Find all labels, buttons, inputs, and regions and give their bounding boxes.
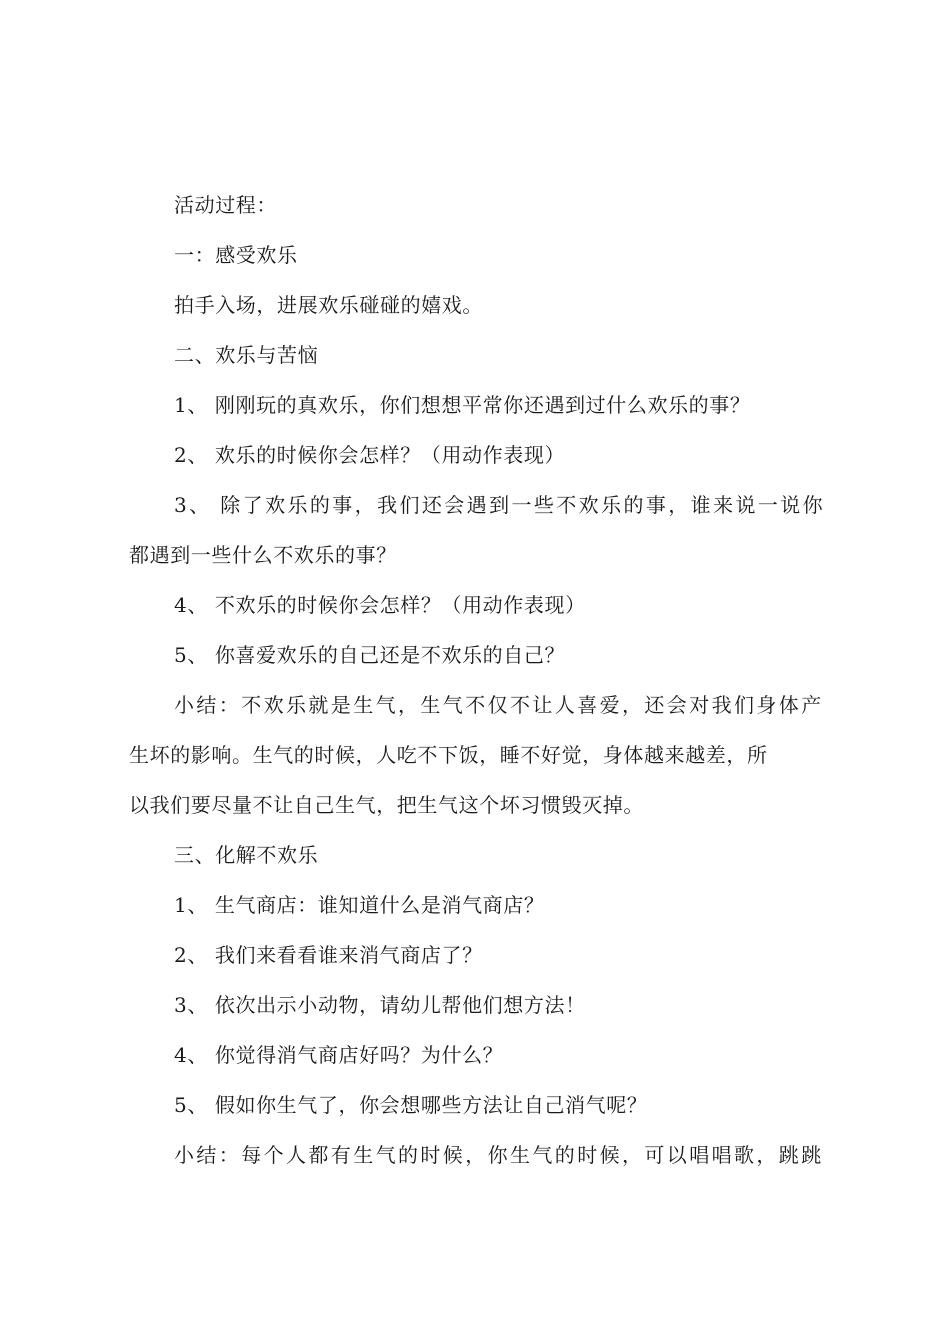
list-item: 2、 我们来看看谁来消气商店了？ [174, 943, 483, 967]
section-heading-joy-and-worry: 二、欢乐与苦恼 [174, 343, 319, 367]
section-heading-resolve-unhappiness: 三、化解不欢乐 [174, 843, 319, 867]
summary-line: 小结：不欢乐就是生气，生气不仅不让人喜爱，还会对我们身体产 [174, 693, 824, 717]
list-item: 5、 假如你生气了，你会想哪些方法让自己消气呢？ [174, 1093, 648, 1117]
list-item: 1、 生气商店：谁知道什么是消气商店？ [174, 893, 545, 917]
paragraph-continuation: 以我们要尽量不让自己生气，把生气这个坏习惯毁灭掉。 [129, 793, 644, 817]
list-item: 4、 不欢乐的时候你会怎样？（用动作表现） [174, 593, 586, 617]
paragraph-line: 拍手入场，进展欢乐碰碰的嬉戏。 [174, 293, 483, 317]
list-item: 4、 你觉得消气商店好吗？为什么？ [174, 1043, 504, 1067]
list-item: 3、 除了欢乐的事，我们还会遇到一些不欢乐的事，谁来说一说你 [174, 493, 826, 517]
section-heading-process: 活动过程： [174, 193, 277, 217]
paragraph-continuation: 都遇到一些什么不欢乐的事？ [129, 543, 397, 567]
list-item: 1、 刚刚玩的真欢乐，你们想想平常你还遇到过什么欢乐的事？ [174, 393, 751, 417]
list-item: 2、 欢乐的时候你会怎样？（用动作表现） [174, 443, 566, 467]
list-item: 3、 依次出示小动物，请幼儿帮他们想方法！ [174, 993, 586, 1017]
paragraph-continuation: 生坏的影响。生气的时候，人吃不下饭，睡不好觉，身体越来越差，所 [129, 743, 768, 767]
section-heading-feel-joy: 一：感受欢乐 [174, 243, 298, 267]
summary-line: 小结：每个人都有生气的时候，你生气的时候，可以唱唱歌，跳跳 [174, 1143, 824, 1167]
list-item: 5、 你喜爱欢乐的自己还是不欢乐的自己？ [174, 643, 566, 667]
